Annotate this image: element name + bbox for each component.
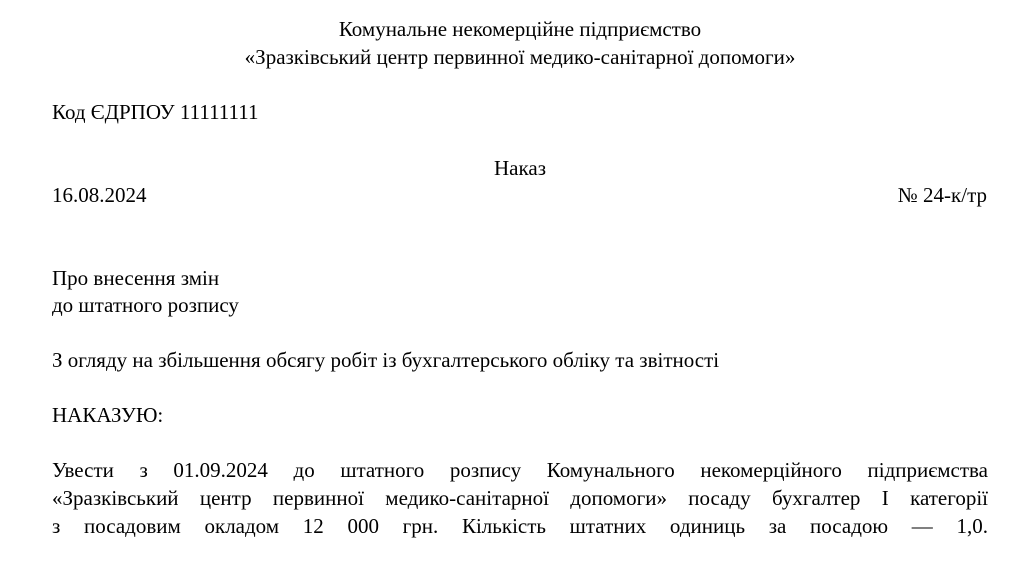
document-type-title: Наказ: [494, 156, 546, 180]
document-date: 16.08.2024: [52, 183, 147, 207]
organization-name-line-2: «Зразківський центр первинної медико-санітарної допомоги»: [244, 45, 796, 69]
body-text-line-3: з посадовим окладом 12 000 грн. Кількість штатних одиниць за посадою — 1,0.: [52, 514, 988, 538]
preamble-text: З огляду на збільшення обсягу робіт із бухгалтерського обліку та звітності: [52, 348, 720, 372]
edrpou-code: Код ЄДРПОУ 11111111: [52, 100, 259, 124]
subject-line-2: до штатного розпису: [52, 293, 239, 317]
subject-line-1: Про внесення змін: [52, 266, 220, 290]
body-text-line-1: Увести з 01.09.2024 до штатного розпису Комунального некомерційного підприємства: [52, 458, 988, 482]
document-number: № 24-к/тр: [897, 183, 987, 207]
body-text-line-2: «Зразківський центр первинної медико-санітарної допомоги» посаду бухгалтер І категорії: [52, 486, 988, 510]
order-heading: НАКАЗУЮ:: [52, 403, 164, 427]
organization-name-line-1: Комунальне некомерційне підприємство: [338, 17, 702, 41]
